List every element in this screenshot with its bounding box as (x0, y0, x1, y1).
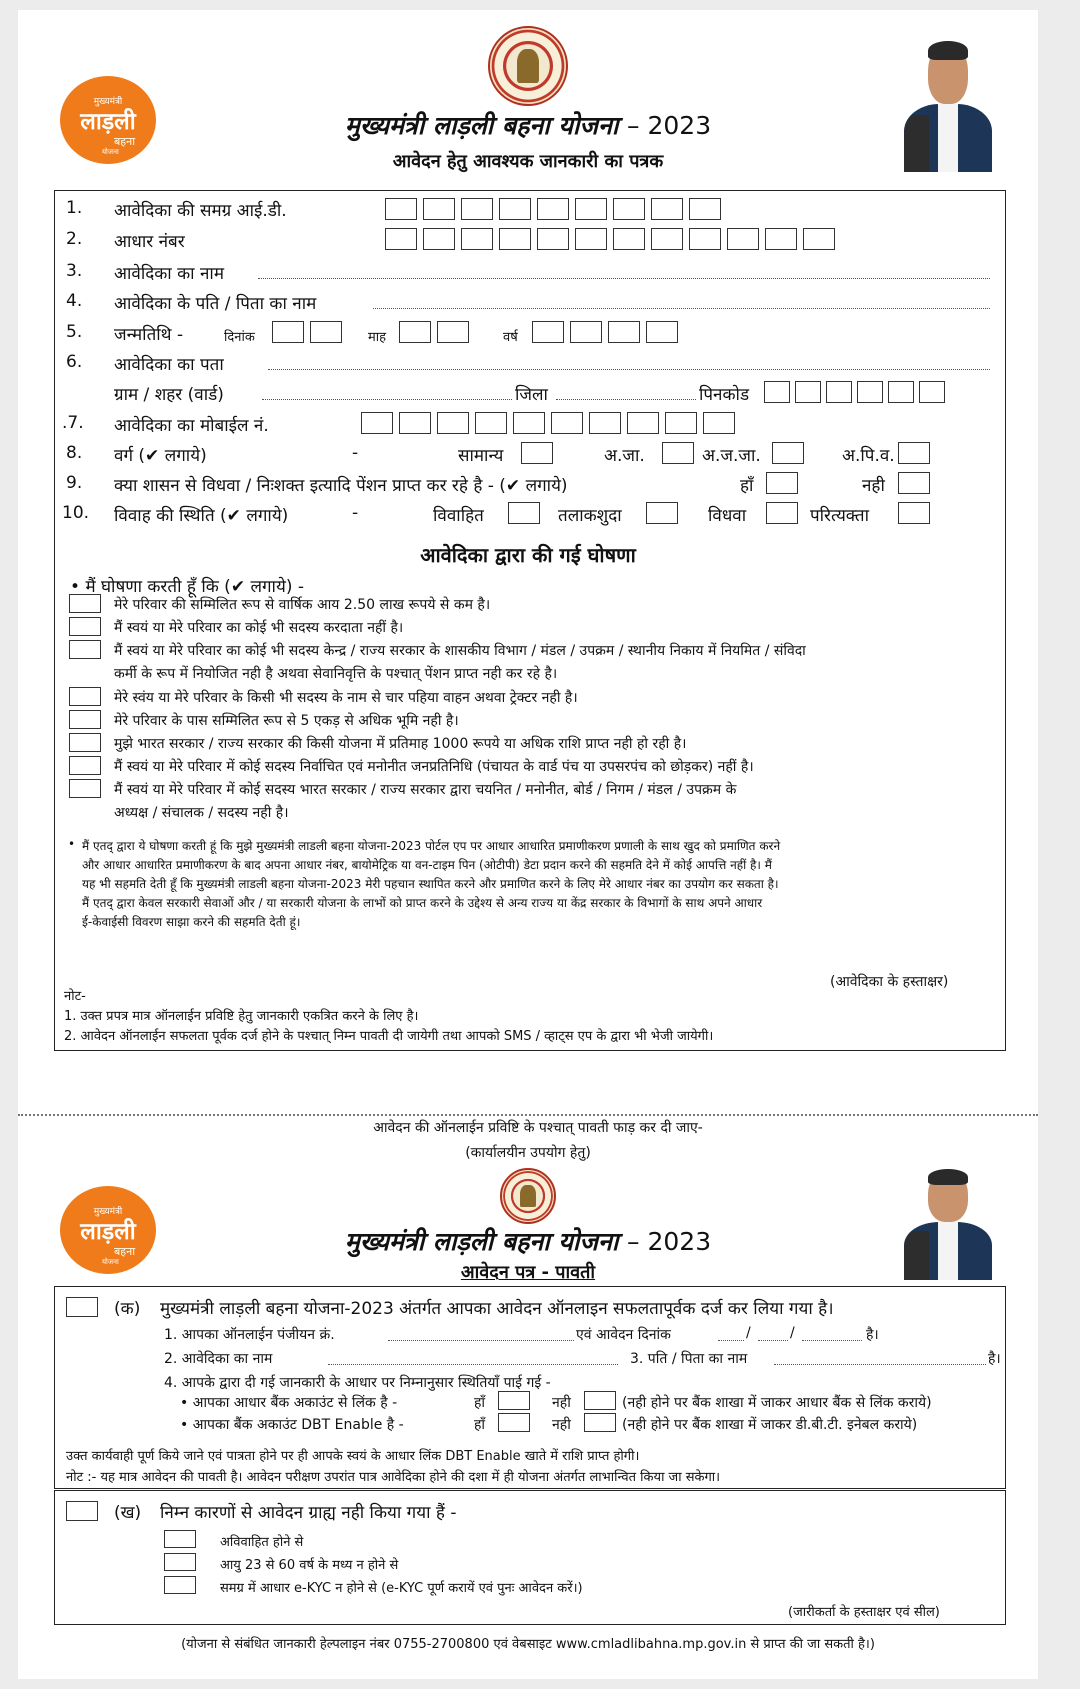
category-general-label: सामान्य (458, 446, 504, 466)
aadhaar-link-note: (नही होने पर बैंक शाखा में जाकर आधार बैंक से लिंक कराये) (622, 1395, 932, 1411)
dob-month-label: माह (368, 330, 387, 345)
consent-line-4: मैं एतद् द्वारा केवल सरकारी सेवाओं और / या सरकारी योजना के लाभों को प्राप्त करने के उद्देश्य से अन्य राज्य या केंद्र सरकार के विभागों के साथ अपने आधार (82, 896, 763, 910)
decl-item-6: मुझे भारत सरकार / राज्य सरकार की किसी योजना में प्रतिमाह 1000 रूपये या अधिक राशि प्राप्त नही हो रही है। (114, 736, 687, 752)
marital-abandoned-checkbox[interactable] (898, 502, 930, 524)
q3-number: 3. (66, 261, 83, 281)
application-date-label: एवं आवेदन दिनांक (576, 1327, 671, 1343)
registration-no-label: 1. आपका ऑनलाईन पंजीयन क्रं. (164, 1327, 335, 1343)
reason-age: आयु 23 से 60 वर्ष के मध्य न होने से (220, 1558, 399, 1573)
q10-dash: - (352, 503, 359, 523)
q2-number: 2. (66, 229, 83, 249)
dbt-note: (नही होने पर बैंक शाखा में जाकर डी.बी.टी. इनेबल कराये) (622, 1417, 918, 1433)
decl-item-2: मैं स्वयं या मेरे परिवार का कोई भी सदस्य करदाता नहीं है। (114, 620, 404, 636)
pension-no-checkbox[interactable] (898, 472, 930, 494)
tear-instruction: आवेदन की ऑनलाईन प्रविष्टि के पश्चात् पावती फाड़ कर दी जाए- (318, 1118, 758, 1137)
decl-checkbox-4[interactable] (69, 687, 101, 706)
aadhaar-link-no-label: नही (552, 1395, 571, 1411)
dob-month-boxes[interactable] (399, 321, 469, 343)
name-line-end: है। (988, 1351, 1001, 1367)
dob-year-label: वर्ष (503, 330, 518, 345)
declaration-heading: आवेदिका द्वारा की गई घोषणा (420, 543, 636, 567)
reason-ekyc: समग्र में आधार e-KYC न होने से (e-KYC पूर्ण करायें एवं पुनः आवेदन करें।) (220, 1581, 583, 1596)
dbt-no-label: नही (552, 1417, 571, 1433)
marital-widow-label: विधवा (708, 506, 747, 526)
decl-checkbox-6[interactable] (69, 733, 101, 752)
q9-number: 9. (66, 473, 83, 493)
q10-label: विवाह की स्थिति (✔ लगाये) (114, 506, 289, 526)
receipt-a-marker: (क) (114, 1299, 141, 1319)
q8-number: 8. (66, 443, 83, 463)
receipt-applicant-name-label: 2. आवेदिका का नाम (164, 1351, 273, 1367)
ladli-bahna-logo-receipt: मुख्यमंत्री लाड़ली बहना योजना (60, 1186, 156, 1274)
q4-number: 4. (66, 291, 83, 311)
district-field[interactable] (556, 399, 696, 400)
village-city-field[interactable] (262, 399, 512, 400)
reason-unmarried-checkbox[interactable] (164, 1530, 196, 1548)
q6-number: 6. (66, 352, 83, 372)
marital-abandoned-label: परित्यक्ता (810, 506, 870, 526)
q8-label: वर्ग (✔ लगाये) (114, 446, 207, 466)
consent-line-3: यह भी सहमति देती हूँ कि मुख्यमंत्री लाडली बहना योजना-2023 मेरी पहचान स्थापित करने और प्रमाणित करने के लिए मेरे आधार नंबर का उपयोग कर सकता है। (82, 877, 779, 891)
receipt-b-marker: (ख) (114, 1503, 142, 1523)
decl-item-4: मेरे स्वंय या मेरे परिवार के किसी भी सदस्य के नाम से चार पहिया वाहन अथवा ट्रेक्टर नही है। (114, 690, 578, 706)
date-year-field[interactable] (802, 1340, 862, 1341)
ladli-bahna-logo: मुख्यमंत्री लाड़ली बहना योजना (60, 76, 156, 164)
decl-checkbox-3[interactable] (69, 640, 101, 659)
decl-checkbox-2[interactable] (69, 617, 101, 636)
decl-checkbox-7[interactable] (69, 756, 101, 775)
receipt-b-text: निम्न कारणों से आवेदन ग्राह्य नही किया गया हैं - (160, 1503, 457, 1523)
q10-number: 10. (62, 503, 90, 523)
receipt-title: मुख्यमंत्री लाड़ली बहना योजना – 2023 (344, 1227, 712, 1256)
decl-item-5: मेरे परिवार के पास सम्मिलित रूप से 5 एकड़ से अधिक भूमि नही है। (114, 713, 459, 729)
decl-item-3-cont: कर्मी के रूप में नियोजित नही है अथवा सेवानिवृत्ति के पश्चात् पेंशन प्राप्त नही कर रहे है। (114, 666, 558, 682)
receipt-a-checkbox[interactable] (66, 1297, 98, 1317)
category-sc-label: अ.जा. (604, 446, 645, 466)
pension-yes-label: हाँ (740, 476, 754, 496)
date-line-end: है। (866, 1327, 879, 1343)
dob-day-boxes[interactable] (272, 321, 342, 343)
note-1: 1. उक्त प्रपत्र मात्र ऑनलाईन प्रविष्टि हेतु जानकारी एकत्रित करने के लिए है। (64, 1009, 419, 1024)
receipt-note: नोट :- यह मात्र आवेदन की पावती है। आवेदन परीक्षण उपरांत पात्र आवेदिका होने की दशा में ही योजना अंतर्गत लाभान्वित किया जा सकेगा। (66, 1470, 721, 1485)
receipt-a-text: मुख्यमंत्री लाड़ली बहना योजना-2023 अंतर्गत आपका आवेदन ऑनलाइन सफलतापूर्वक दर्ज कर लिया गया है। (160, 1299, 834, 1319)
category-obc-label: अ.पि.व. (842, 446, 895, 466)
village-city-label: ग्राम / शहर (वार्ड) (114, 385, 224, 405)
reason-ekyc-checkbox[interactable] (164, 1576, 196, 1594)
category-obc-checkbox[interactable] (898, 442, 930, 464)
marital-divorced-checkbox[interactable] (646, 502, 678, 524)
mobile-number-boxes[interactable] (361, 412, 735, 434)
issuer-signature-label: (जारीकर्ता के हस्ताक्षर एवं सील) (788, 1605, 940, 1620)
scheme-title: मुख्यमंत्री लाड़ली बहना योजना – 2023 (344, 111, 712, 140)
aadhaar-link-bullet: • आपका आधार बैंक अकाउंट से लिंक है - (180, 1395, 398, 1411)
applicant-name-field[interactable] (258, 278, 990, 279)
dob-year-boxes[interactable] (532, 321, 678, 343)
q1-label: आवेदिका की समग्र आई.डी. (114, 201, 287, 221)
decl-item-7: मैं स्वयं या मेरे परिवार में कोई सदस्य निर्वाचित एवं मनोनीत जनप्रतिनिधि (पंचायत के वार्ड पंच या उपसरपंच को छोड़कर) नहीं है। (114, 759, 754, 775)
samagra-id-boxes[interactable] (385, 198, 721, 220)
q8-dash: - (352, 443, 359, 463)
dbt-yes-label: हाँ (474, 1417, 486, 1433)
helpline-footer: (योजना से संबंधित जानकारी हेल्पलाइन नंबर 0755-2700800 एवं वेबसाइट www.cmladlibahna.mp.gov.in से प्राप्त की जा सकती है।) (181, 1637, 875, 1652)
consent-line-1: मैं एतद् द्वारा ये घोषणा करती हूं कि मुझे मुख्यमंत्री लाडली बहना योजना-2023 पोर्टल एप पर आधार आधारित प्रमाणीकरण प्रणाली के साथ खुद को प्रमाणित करने (82, 839, 781, 853)
category-general-checkbox[interactable] (521, 442, 553, 464)
receipt-husband-name-label: 3. पति / पिता का नाम (630, 1351, 748, 1367)
receipt-applicant-name-field[interactable] (328, 1364, 618, 1365)
q4-label: आवेदिका के पति / पिता का नाम (114, 294, 317, 314)
aadhaar-link-yes-label: हाँ (474, 1395, 486, 1411)
marital-divorced-label: तलाकशुदा (558, 506, 622, 526)
category-st-checkbox[interactable] (772, 442, 804, 464)
reason-age-checkbox[interactable] (164, 1553, 196, 1571)
category-st-label: अ.ज.जा. (702, 446, 761, 466)
decl-item-3: मैं स्वयं या मेरे परिवार का कोई भी सदस्य केन्द्र / राज्य सरकार के शासकीय विभाग / मंडल / उपक्रम / स्थानीय निकाय में नियमित / संविदा (114, 643, 806, 659)
aadhaar-number-boxes[interactable] (385, 228, 835, 250)
q1-number: 1. (66, 198, 83, 218)
address-field[interactable] (268, 369, 990, 370)
registration-no-field[interactable] (388, 1340, 574, 1341)
tear-line (18, 1114, 1038, 1116)
office-use-label: (कार्यालयीन उपयोग हेतु) (465, 1145, 591, 1161)
dbt-no-checkbox[interactable] (584, 1413, 616, 1432)
category-sc-checkbox[interactable] (662, 442, 694, 464)
q3-label: आवेदिका का नाम (114, 264, 224, 284)
receipt-subtitle: आवेदन पत्र - पावती (460, 1262, 596, 1283)
decl-item-8: मैं स्वयं या मेरे परिवार में कोई सदस्य भारत सरकार / राज्य सरकार द्वारा चयनित / मनोनीत, बोर्ड / निगम / मंडल / उपक्रम के (114, 782, 737, 798)
pension-no-label: नही (862, 476, 885, 496)
mp-state-emblem-receipt (500, 1168, 556, 1224)
applicant-signature-label: (आवेदिका के हस्ताक्षर) (830, 974, 949, 990)
q5-label: जन्मतिथि - (114, 325, 184, 345)
receipt-husband-name-field[interactable] (774, 1364, 986, 1365)
decl-checkbox-5[interactable] (69, 710, 101, 729)
reason-unmarried: अविवाहित होने से (220, 1535, 304, 1550)
marital-widow-checkbox[interactable] (766, 502, 798, 524)
status-intro: 4. आपके द्वारा दी गई जानकारी के आधार पर निम्नानुसार स्थितियाँ पाई गई - (164, 1375, 551, 1391)
husband-father-name-field[interactable] (373, 308, 990, 309)
dbt-enable-bullet: • आपका बैंक अकाउंट DBT Enable है - (180, 1417, 404, 1433)
date-month-field[interactable] (758, 1340, 788, 1341)
declaration-intro: • मैं घोषणा करती हूँ कि (✔ लगाये) - (70, 577, 304, 597)
aadhaar-link-no-checkbox[interactable] (584, 1391, 616, 1410)
receipt-b-checkbox[interactable] (66, 1501, 98, 1521)
date-sep-2: / (790, 1325, 795, 1341)
q9-label: क्या शासन से विधवा / निःशक्त इत्यादि पेंशन प्राप्त कर रहे है - (✔ लगाये) (114, 476, 568, 496)
district-label: जिला (515, 385, 548, 405)
dbt-yes-checkbox[interactable] (498, 1413, 530, 1432)
q6-label: आवेदिका का पता (114, 355, 224, 375)
note-2: 2. आवेदन ऑनलाईन सफलता पूर्वक दर्ज होने के पश्चात् निम्न पावती दी जायेगी तथा आपको SMS / व्हाट्स एप के द्वारा भी भेजी जायेगी। (64, 1029, 714, 1044)
pincode-boxes[interactable] (764, 381, 945, 403)
q7-label: आवेदिका का मोबाईल नं. (114, 416, 269, 436)
mp-state-emblem (488, 26, 568, 106)
consent-line-5: ई-केवाईसी विवरण साझा करने की सहमति देती हूं। (82, 915, 301, 929)
dob-day-label: दिनांक (224, 330, 255, 345)
note-label: नोट- (64, 989, 86, 1004)
application-sheet (18, 10, 1038, 1679)
decl-item-8-cont: अध्यक्ष / संचालक / सदस्य नही है। (114, 805, 289, 821)
pension-yes-checkbox[interactable] (766, 472, 798, 494)
form-subtitle: आवेदन हेतु आवश्यक जानकारी का पत्रक (392, 151, 664, 172)
date-day-field[interactable] (718, 1340, 744, 1341)
marital-married-label: विवाहित (433, 506, 484, 526)
q5-number: 5. (66, 322, 83, 342)
q7-number: .7. (62, 413, 84, 433)
marital-married-checkbox[interactable] (508, 502, 540, 524)
pincode-label: पिनकोड (699, 385, 750, 405)
decl-checkbox-8[interactable] (69, 779, 101, 798)
consent-bullet: • (68, 837, 76, 851)
q2-label: आधार नंबर (114, 232, 185, 252)
consent-line-2: और आधार आधारित प्रमाणीकरण के बाद अपना आधार नंबर, बायोमेट्रिक या वन-टाइम पिन (ओटीपी) डेटा प्रदान करने की सहमति देने में कोई आपत्ति नहीं है। मैं (82, 858, 772, 872)
decl-checkbox-1[interactable] (69, 594, 101, 613)
decl-item-1: मेरे परिवार की सम्मिलित रूप से वार्षिक आय 2.50 लाख रूपये से कम है। (114, 597, 491, 613)
receipt-payment-info: उक्त कार्यवाही पूर्ण किये जाने एवं पात्रता होने पर ही आपके स्वयं के आधार लिंक DBT Enable खाते में राशि प्राप्त होगी। (66, 1449, 640, 1464)
date-sep-1: / (746, 1325, 751, 1341)
aadhaar-link-yes-checkbox[interactable] (498, 1391, 530, 1410)
